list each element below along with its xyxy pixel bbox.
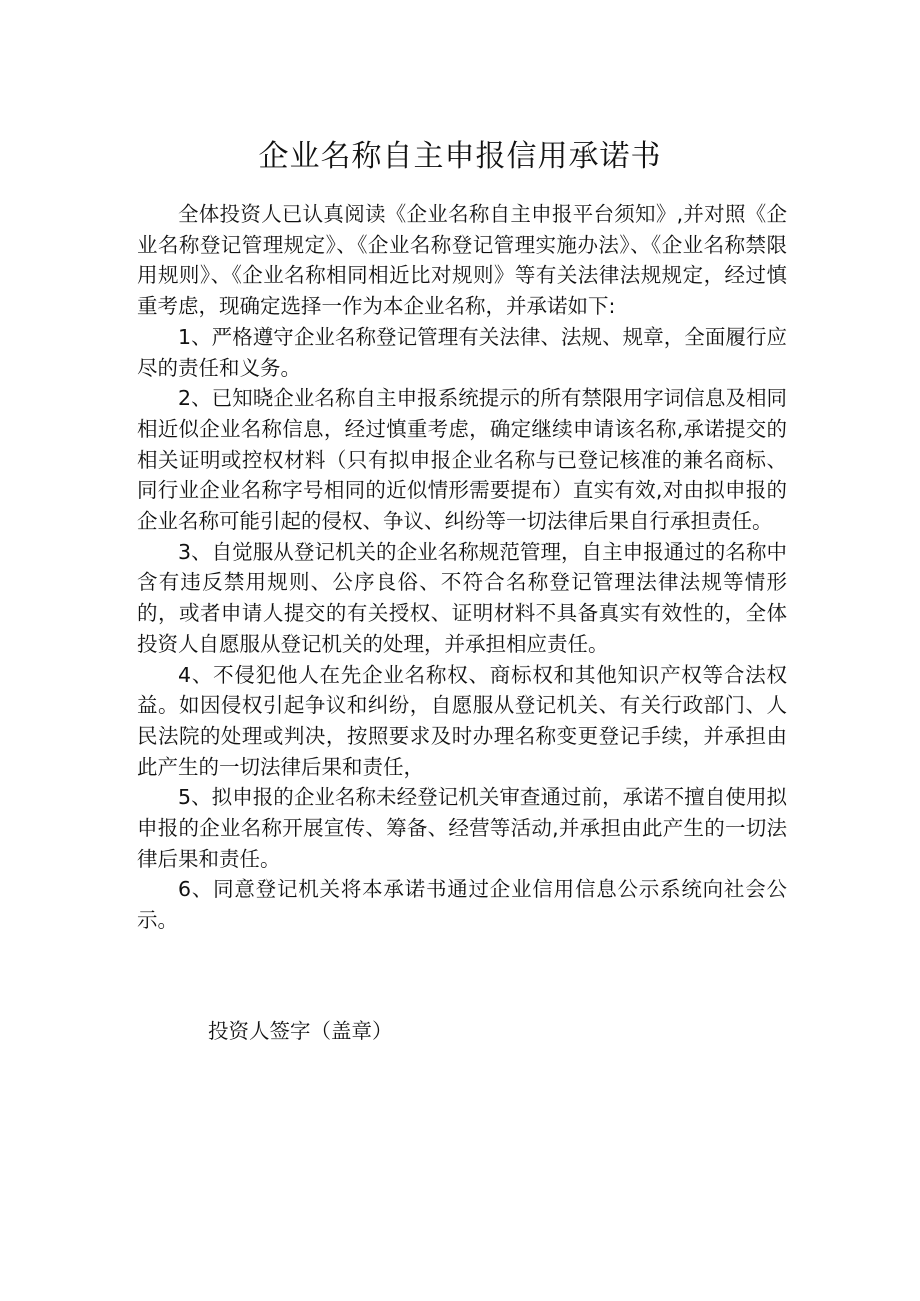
intro-paragraph: 全体投资人已认真阅读《企业名称自主申报平台须知》,并对照《企业名称登记管理规定》、《企业名称登记管理实施办法》、《企业名称禁限用规则》、《企业名称相同相近比对规则》等有关法律法规规定，经过慎重考虑，现确定选择一作为本企业名称，并承诺如下:	[137, 202, 787, 319]
commitment-item-2: 2、已知晓企业名称自主申报系统提示的所有禁限用字词信息及相同相近似企业名称信息，经过慎重考虑，确定继续申请该名称,承诺提交的相关证明或控权材料（只有拟申报企业名称与已登记核准的兼名商标、同行业企业名称字号相同的近似情形需要提布）直实有效,对由拟申报的企业名称可能引起的侵权、争议、纠纷等一切法律后果自行承担责任。	[137, 386, 787, 534]
commitment-item-1: 1、严格遵守企业名称登记管理有关法律、法规、规章，全面履行应尽的责任和义务。	[137, 324, 787, 380]
commitment-item-6: 6、同意登记机关将本承诺书通过企业信用信息公示系统向社会公示。	[137, 877, 787, 933]
commitment-item-3: 3、自觉服从登记机关的企业名称规范管理，自主申报通过的名称中含有违反禁用规则、公序良俗、不符合名称登记管理法律法规等情形的，或者申请人提交的有关授权、证明材料不具备真实有效性的，全体投资人自愿服从登记机关的处理，并承担相应责任。	[137, 539, 787, 656]
signature-label: 投资人签字（盖章）	[208, 1019, 393, 1043]
commitment-item-4: 4、不侵犯他人在先企业名称权、商标权和其他知识产权等合法权益。如因侵权引起争议和纠纷，自愿服从登记机关、有关行政部门、人民法院的处理或判决，按照要求及时办理名称变更登记手续，并承担由此产生的一切法律后果和责任，	[137, 662, 787, 779]
commitment-item-5: 5、拟申报的企业名称未经登记机关审查通过前，承诺不擅自使用拟申报的企业名称开展宣传、筹备、经营等活动,并承担由此产生的一切法律后果和责任。	[137, 785, 787, 871]
document-body	[137, 199, 787, 936]
document-title: 企业名称自主申报信用承诺书	[258, 139, 662, 174]
